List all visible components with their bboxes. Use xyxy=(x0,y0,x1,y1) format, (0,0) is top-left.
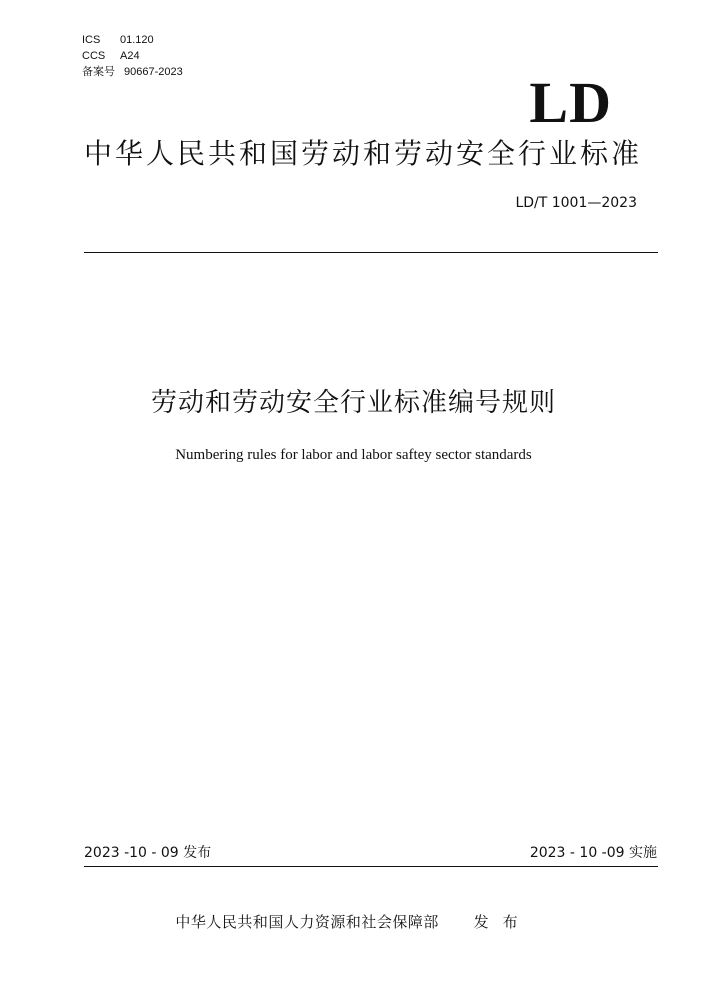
effective-date: 2023 - 10 -09 实施 xyxy=(529,845,657,861)
record-value: 90667-2023 xyxy=(124,66,183,78)
ics-label: ICS xyxy=(82,34,101,46)
classification-block xyxy=(82,32,183,80)
issue-date: 2023 -10 - 09 发布 xyxy=(84,845,212,861)
footer-divider xyxy=(84,866,658,867)
header-divider xyxy=(84,252,658,253)
ics-row xyxy=(82,32,183,48)
ics-value: 01.120 xyxy=(120,34,154,46)
record-row xyxy=(82,64,183,80)
record-label: 备案号 xyxy=(82,66,115,78)
issuer-org: 中华人民共和国人力资源和社会保障部 xyxy=(175,913,439,931)
ccs-label: CCS xyxy=(82,50,106,62)
standard-category: 中华人民共和国劳动和劳动安全行业标准 xyxy=(84,137,643,170)
issuer-action: 发布 xyxy=(473,913,532,931)
document-title: 劳动和劳动安全行业标准编号规则 xyxy=(150,388,556,418)
ccs-value: A24 xyxy=(120,50,140,62)
standard-code: LD/T 1001—2023 xyxy=(515,195,637,211)
document-subtitle: Numbering rules for labor and labor saftey sector standards xyxy=(175,447,532,463)
ld-mark: LD xyxy=(529,70,612,135)
issuer-line xyxy=(0,912,707,932)
ccs-row xyxy=(82,48,183,64)
